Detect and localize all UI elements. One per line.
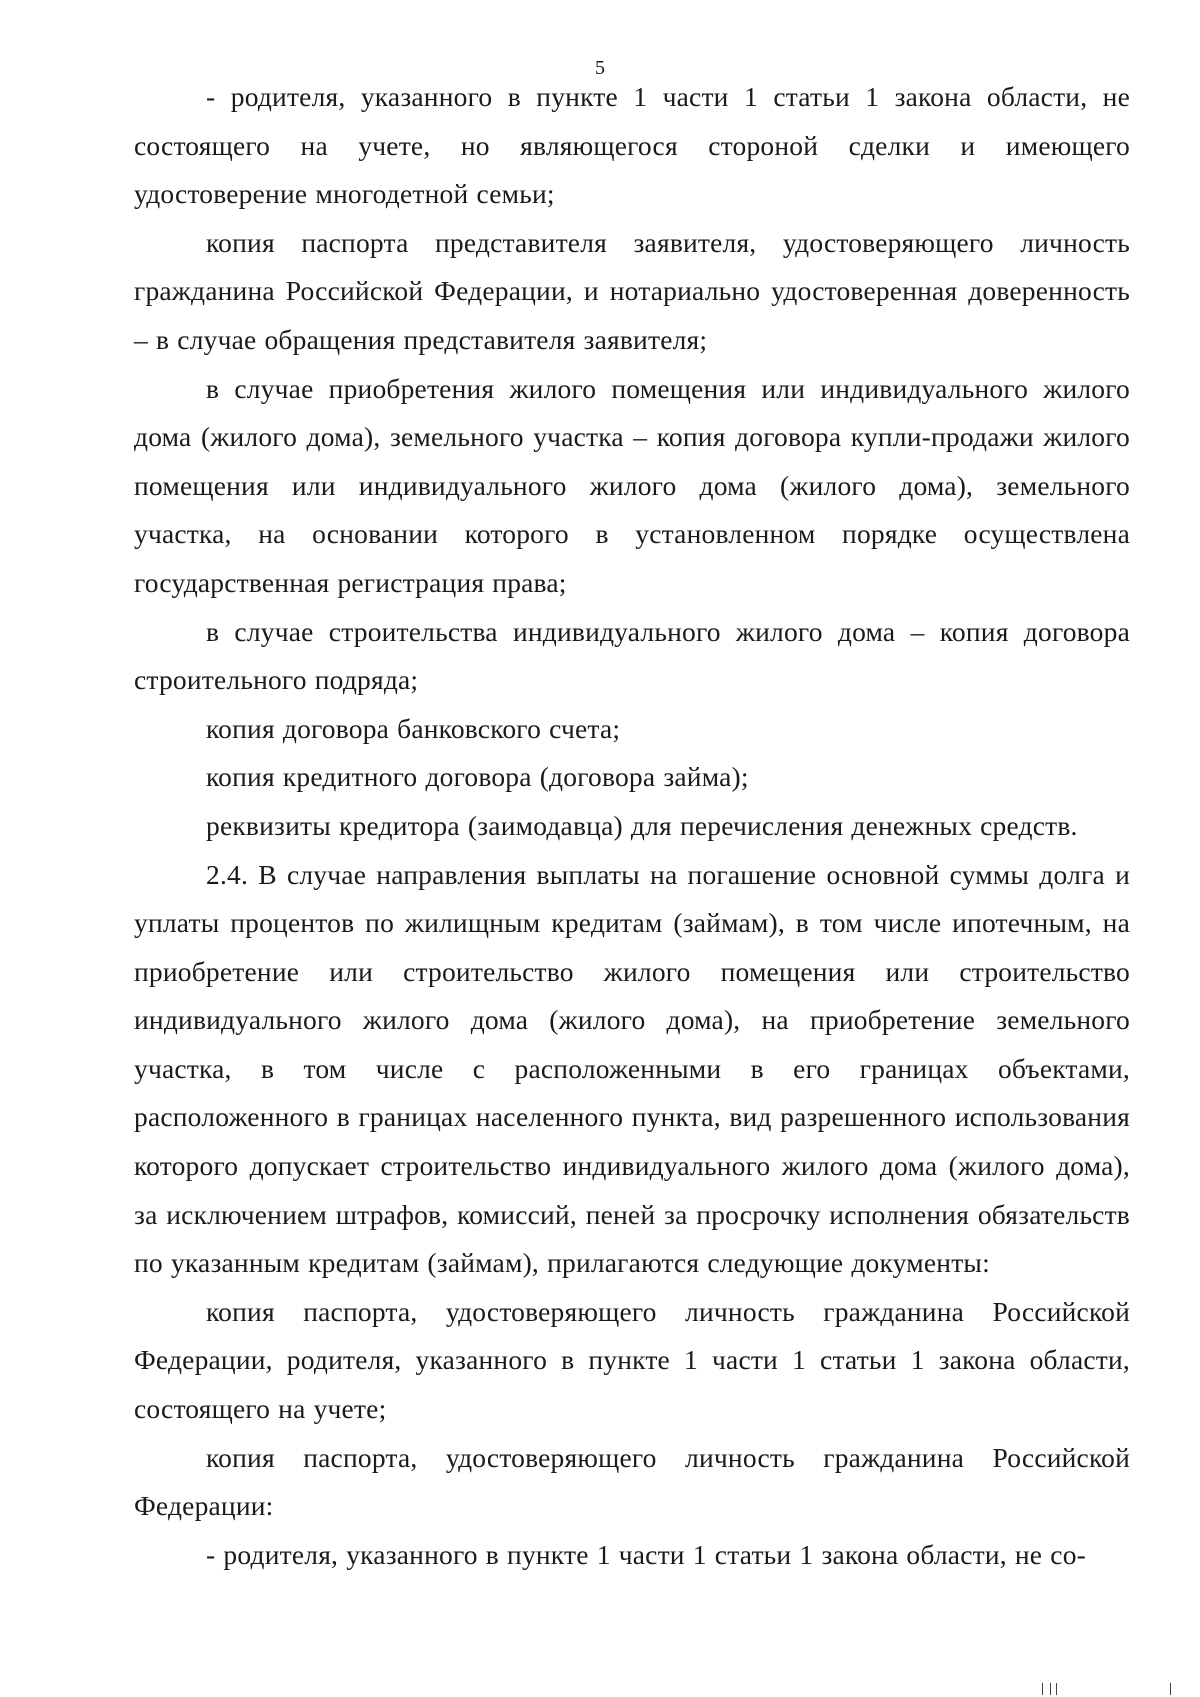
paragraph-section-2-4: 2.4. В случае направления выплаты на погашение основной суммы долга и уплаты процентов по жилищным кредитам (займам), в том числе ипотечным, на приобретение или строительство жилого помещения или строительство индивидуального жилого дома (жилого дома), на приобретение земельного участка, в том числе с расположенными в его границах объектами, расположенного в границах населенного пункта, вид разрешенного использования которого допускает строительство индивидуального жилого дома (жилого дома), за исключением штрафов, комиссий, пеней за просрочку исполнения обязательств по указанным кредитам (займам), прилагаются следующие документы: — [134, 858, 1130, 1279]
page-number: 5 — [595, 57, 605, 79]
paragraph-construction-contract: в случае строительства индивидуального жилого дома – копия договора строительного подряда; — [134, 615, 1130, 696]
scan-artifact-mark — [1042, 1683, 1043, 1695]
paragraph-creditor-details: реквизиты кредитора (заимодавца) для перечисления денежных средств. — [206, 809, 1078, 841]
paragraph-parent-passport: копия паспорта, удостоверяющего личность гражданина Российской Федерации, родителя, указанного в пункте 1 части 1 статьи 1 закона области, состоящего на учете; — [134, 1295, 1130, 1425]
paragraph-parent-continuation: - родителя, указанного в пункте 1 части 1 статьи 1 закона области, не со- — [206, 1538, 1087, 1570]
paragraph-bank-account: копия договора банковского счета; — [206, 712, 621, 744]
scan-artifact-mark — [1056, 1683, 1057, 1695]
paragraph-passport-federation: копия паспорта, удостоверяющего личность гражданина Российской Федерации: — [134, 1441, 1130, 1522]
paragraph-purchase-contract: в случае приобретения жилого помещения или индивидуального жилого дома (жилого дома), земельного участка – копия договора купли-продажи жилого помещения или индивидуального жилого дома (жилого дома), земельного участка, на основании которого в установленном порядке осуществлена государственная регистрация права; — [134, 372, 1130, 598]
paragraph-representative-passport: копия паспорта представителя заявителя, удостоверяющего личность гражданина Российской Федерации, и нотариально удостоверенная доверенность – в случае обращения представителя заявителя; — [134, 226, 1130, 355]
scan-artifact-mark — [1050, 1683, 1051, 1695]
document-body — [134, 73, 1130, 1579]
paragraph-loan-agreement: копия кредитного договора (договора займа); — [206, 761, 749, 793]
scan-artifact-mark — [1170, 1683, 1171, 1695]
paragraph-parent-not-registered: - родителя, указанного в пункте 1 части 1 статьи 1 закона области, не состоящего на учете, но являющегося стороной сделки и имеющего удостоверение многодетной семьи; — [134, 81, 1130, 210]
